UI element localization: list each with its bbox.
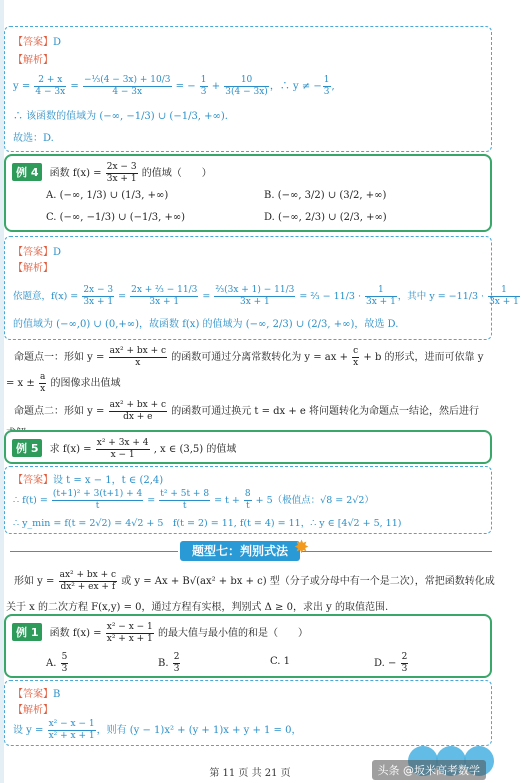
p1-b: 的函数可通过分离常数转化为 y = ax + bbox=[171, 352, 348, 363]
option-a-letter: A. bbox=[46, 658, 57, 669]
section-rule-right bbox=[302, 551, 492, 552]
example-4-box: 例 4 函数 f(x) = $\frac{2x - 3}{3x + 1}$ 的值域（ ） A. (−∞, 1/3) ∪ (1/3, +∞) B. (−∞, 3/2) ∪ (3/2, +∞) C. (−∞, −1/3) ∪ (−1/3, +∞) D. (−∞, 2/3) ∪ (2/3, +∞) bbox=[4, 154, 492, 232]
stem-suffix: 的最大值与最小值的和是（ ） bbox=[157, 628, 308, 639]
example-5-box: 例 5 求 f(x) = $\frac{\text{x² + 3x + 4}}{x - 1}$ , x ∈ (3,5) 的值域 bbox=[4, 430, 492, 464]
option-d[interactable]: D. (−∞, 2/3) ∪ (2/3, +∞) bbox=[264, 212, 387, 223]
page-number: 第 11 页 共 21 页 bbox=[209, 768, 291, 779]
p2-b: 的函数可通过换元 t = dx + e 将问题转化为命题点一结论，然后进行 bbox=[171, 406, 480, 417]
option-c[interactable]: C. 1 bbox=[270, 656, 291, 667]
answer-label: 【答案】 bbox=[13, 247, 53, 258]
option-d-letter: D. − bbox=[374, 658, 397, 669]
option-b[interactable]: B. $\frac{2}{3}$ bbox=[158, 652, 180, 674]
answer-box-4 bbox=[4, 680, 492, 746]
setup-prefix: 设 y = bbox=[13, 725, 44, 736]
para-b: 或 y = Ax + B√(ax² + bx + c) 型（分子或分母中有一个是二次），常把函数转化成 bbox=[121, 576, 495, 587]
watermark: 头条 @坂米高考数学 bbox=[372, 760, 487, 780]
p1-d: = x ± bbox=[6, 378, 35, 389]
line1-prefix: 依题意，f(x) = bbox=[13, 291, 79, 302]
transform-line: ∴ f(t) = $\frac{\text{(t+1)² + 3(t+1) + 4}}{t}$ = $\frac{\text{t² + 5t + 8}}{t}$ = t + $\frac{8}{t}$ + 5（极值点：√8 = 2√2） bbox=[13, 489, 374, 511]
p1-c: + b 的形式，进而可依靠 y bbox=[363, 352, 484, 363]
para-a: 形如 y = bbox=[14, 576, 55, 587]
conclusion: 故选：D. bbox=[13, 133, 54, 144]
point-1-line-1: 命题点一：形如 y = $\frac{\text{ax² + bx + c}}{x}$ 的函数可通过分离常数转化为 y = ax + $\frac{c}{x}$ + b 的形式，进而可依靠 y bbox=[14, 346, 484, 368]
answer-value: D bbox=[53, 247, 62, 258]
answer-box-3 bbox=[4, 466, 492, 534]
answer-value: D bbox=[53, 37, 62, 48]
answer-label: 【答案】 bbox=[13, 37, 53, 48]
answer-box-1 bbox=[4, 26, 492, 152]
analysis-label: 【解析】 bbox=[13, 263, 53, 274]
option-b[interactable]: B. (−∞, 3/2) ∪ (3/2, +∞) bbox=[264, 190, 387, 201]
example-tag: 例 1 bbox=[12, 623, 42, 641]
line2-prefix: ∴ f(t) = bbox=[13, 495, 48, 506]
stem-prefix: 函数 f(x) = bbox=[49, 628, 102, 639]
stem-prefix: 函数 f(x) = bbox=[49, 168, 102, 179]
solution-line-1: 依题意，f(x) = $\frac{2x - 3}{3x + 1}$ = $\frac{\text{2x + ⅔ − 11/3}}{3x + 1}$ = $\frac{\text{⅔(3x + 1) − 11/3}}{3x + 1}$ = ⅔ − 11/3 · $\frac{1}{3x + 1}$ ，其中 y = −11/3 · $\frac{1}{3x + 1}$ bbox=[13, 285, 519, 307]
method-line-1: 形如 y = $\frac{\text{ax² + bx + c}}{\text{dx² + ex + f}}$ 或 y = Ax + B√(ax² + bx + c) 型（分子或分母中有一个是二次），常把函数转化成 bbox=[14, 570, 495, 592]
option-c[interactable]: C. (−∞, −1/3) ∪ (−1/3, +∞) bbox=[46, 212, 186, 223]
option-a[interactable]: A. (−∞, 1/3) ∪ (1/3, +∞) bbox=[46, 190, 169, 201]
stem-suffix: 的值域（ ） bbox=[141, 168, 212, 179]
option-a[interactable]: A. $\frac{5}{3}$ bbox=[46, 652, 68, 674]
eq-tail: ，∴ y ≠ − bbox=[269, 81, 322, 92]
stem-prefix: 求 f(x) = bbox=[49, 444, 92, 455]
p1-e: 的图像求出值域 bbox=[50, 378, 121, 389]
setup-suffix: ，则有 (y − 1)x² + (y + 1)x + y + 1 = 0， bbox=[96, 725, 302, 736]
answer-label: 【答案】 bbox=[13, 689, 53, 700]
stem-suffix: , x ∈ (3,5) 的值域 bbox=[153, 444, 237, 455]
example-tag: 例 5 bbox=[12, 439, 42, 457]
minimum-line: ∴ y_min = f(t = 2√2) = 4√2 + 5 f(t = 2) = 11, f(t = 4) = 11，∴ y ∈ [4√2 + 5, 11) bbox=[13, 518, 402, 529]
answer-label: 【答案】 bbox=[13, 475, 53, 486]
answer-box-2 bbox=[4, 236, 519, 340]
point-2-line-1: 命题点二：形如 y = $\frac{\text{ax² + bx + c}}{dx + e}$ 的函数可通过换元 t = dx + e 将问题转化为命题点一结论，然后进行 bbox=[14, 400, 480, 422]
section-rule-left bbox=[10, 551, 178, 552]
solution-line-2: 的值域为 (−∞,0) ∪ (0,+∞)，故函数 f(x) 的值域为 (−∞, 2/3) ∪ (2/3, +∞)，故选 D. bbox=[13, 319, 399, 330]
option-d[interactable]: D. − $\frac{2}{3}$ bbox=[374, 652, 408, 674]
line1-mid: ，其中 y = − bbox=[397, 291, 457, 302]
p1-a: 命题点一：形如 y = bbox=[14, 352, 105, 363]
analysis-label: 【解析】 bbox=[13, 55, 53, 66]
range-line: ∴ 该函数的值域为 (−∞, −1/3) ∪ (−1/3, +∞). bbox=[13, 111, 228, 122]
option-b-letter: B. bbox=[158, 658, 169, 669]
example-tag: 例 4 bbox=[12, 163, 42, 181]
answer-value: B bbox=[53, 689, 61, 700]
analysis-label: 【解析】 bbox=[13, 705, 53, 716]
p2-a: 命题点二：形如 y = bbox=[14, 406, 105, 417]
setup-line: 设 y = $\frac{\text{x² − x − 1}}{\text{x² + x + 1}}$ ，则有 (y − 1)x² + (y + 1)x + y + 1 = 0， bbox=[13, 719, 302, 741]
star-icon: ✸ bbox=[294, 537, 310, 558]
section-title: 题型七：判别式法 bbox=[180, 541, 300, 561]
substitution-line: 设 t = x − 1，t ∈ (2,4) bbox=[53, 475, 164, 486]
solution-equation: y = $\frac{2 + x}{4 - 3x}$ = $\frac{\text{−⅓(4 − 3x) + 10/3}}{4 - 3x}$ = − $\frac{1}{3}$ + $\frac{10}{3(4 - 3x)}$ ，∴ y ≠ − $\frac{1}{3}$ , bbox=[13, 75, 335, 97]
point-1-line-2: = x ± $\frac{a}{x}$ 的图像求出值域 bbox=[6, 372, 121, 394]
line2-suffix: + 5（极值点：√8 = 2√2） bbox=[255, 495, 374, 506]
method-line-2: 关于 x 的二次方程 F(x,y) = 0，通过方程有实根，判别式 Δ ≥ 0，求出 y 的取值范围. bbox=[6, 602, 389, 613]
example-1-box: 例 1 函数 f(x) = $\frac{\text{x² − x − 1}}{\text{x² + x + 1}}$ 的最大值与最小值的和是（ ） A. $\frac{5}{3}$ B. $\frac{2}{3}$ C. 1 D. − $\frac{2}{3}$ bbox=[4, 614, 492, 678]
